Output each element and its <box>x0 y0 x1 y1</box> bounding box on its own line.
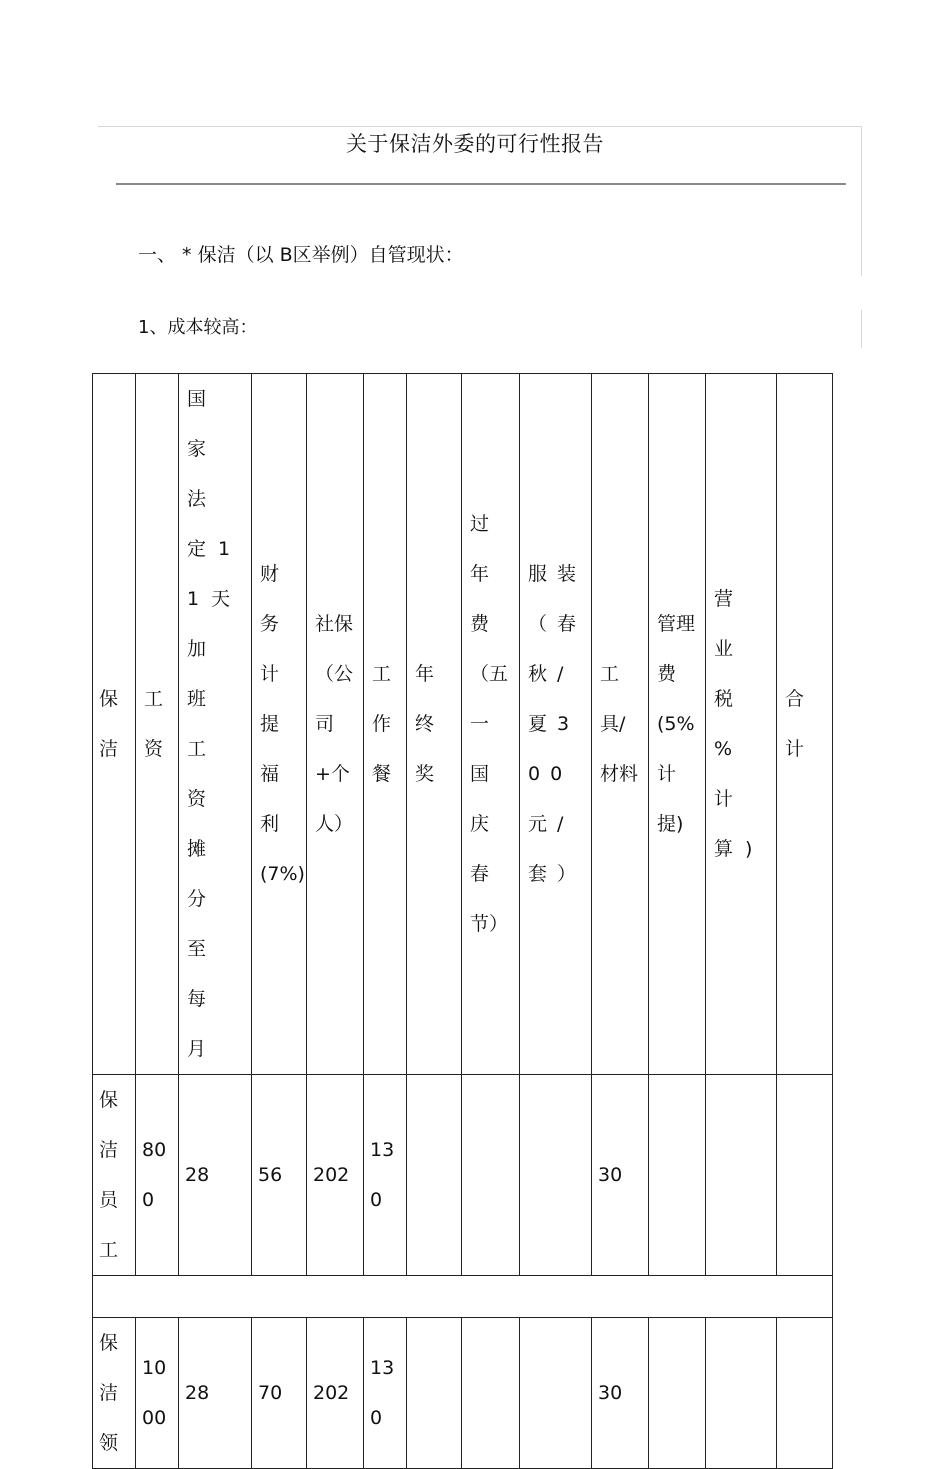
social-insurance-cell: 202 <box>307 1318 364 1469</box>
header-label: 服装（春秋/夏300元/套） <box>528 563 587 885</box>
holiday-overtime-cell: 28 <box>179 1318 252 1469</box>
tools-materials-cell: 30 <box>592 1075 649 1276</box>
header-cell-welfare <box>252 374 307 1075</box>
section-heading: 一、 * 保洁（以 B区举例）自管现状： <box>138 244 464 266</box>
header-label: 社保（公司+个人） <box>315 613 354 835</box>
header-label: 财务计提福利(7%) <box>260 563 305 885</box>
header-cell-festival-fee <box>462 374 520 1075</box>
header-cell-cleaning <box>93 374 136 1075</box>
row-label: 保洁领 <box>99 1332 119 1454</box>
management-fee-cell <box>649 1318 706 1469</box>
header-label: 工具/材料 <box>600 663 639 785</box>
header-label: 工资 <box>144 688 164 760</box>
header-cell-meals <box>364 374 407 1075</box>
total-cell <box>777 1318 833 1469</box>
row-label: 保洁员工 <box>99 1089 119 1261</box>
table-spacer-row <box>93 1276 833 1318</box>
year-end-bonus-cell <box>407 1318 462 1469</box>
spacer-cell <box>93 1276 833 1318</box>
row-label-cell <box>93 1318 136 1469</box>
welfare-cell: 70 <box>252 1318 307 1469</box>
table-row <box>93 1318 833 1469</box>
row-label-cell <box>93 1075 136 1276</box>
tools-materials-cell: 30 <box>592 1318 649 1469</box>
table-header-row <box>93 374 833 1075</box>
header-label: 营业税 %计算) <box>714 588 765 860</box>
header-cell-social-insurance <box>307 374 364 1075</box>
header-cell-business-tax <box>706 374 777 1075</box>
header-label: 国家法定11天加班工资摊分至每月 <box>187 388 243 1060</box>
festival-fee-cell <box>462 1318 520 1469</box>
business-tax-cell <box>706 1318 777 1469</box>
wage-value: 800 <box>142 1139 167 1211</box>
total-cell <box>777 1075 833 1276</box>
header-cell-year-end-bonus <box>407 374 462 1075</box>
header-cell-uniform <box>520 374 592 1075</box>
festival-fee-cell <box>462 1075 520 1276</box>
header-cell-tools-materials <box>592 374 649 1075</box>
page-frame-top <box>98 126 862 127</box>
business-tax-cell <box>706 1075 777 1276</box>
header-label: 过年费（五一国庆春节） <box>470 513 509 935</box>
meals-cell <box>364 1075 407 1276</box>
table-row <box>93 1075 833 1276</box>
welfare-cell: 56 <box>252 1075 307 1276</box>
wage-cell <box>136 1075 179 1276</box>
social-insurance-cell: 202 <box>307 1075 364 1276</box>
wage-value: 1000 <box>142 1357 167 1429</box>
uniform-cell <box>520 1075 592 1276</box>
header-label: 年终奖 <box>415 663 435 785</box>
holiday-overtime-cell: 28 <box>179 1075 252 1276</box>
header-cell-total <box>777 374 833 1075</box>
year-end-bonus-cell <box>407 1075 462 1276</box>
header-label: 管理费(5%计提) <box>657 613 696 835</box>
header-cell-wage <box>136 374 179 1075</box>
title-underline <box>116 183 846 185</box>
cost-table <box>92 373 833 1469</box>
meals-cell <box>364 1318 407 1469</box>
document-title: 关于保洁外委的可行性报告 <box>346 132 604 156</box>
management-fee-cell <box>649 1075 706 1276</box>
subsection-heading: 1、成本较高： <box>138 317 258 338</box>
header-cell-management-fee <box>649 374 706 1075</box>
header-label: 合计 <box>785 688 805 760</box>
page-frame-right-lower <box>861 310 862 348</box>
header-cell-holiday-overtime <box>179 374 252 1075</box>
header-label: 工作餐 <box>372 663 392 785</box>
meals-value: 130 <box>370 1357 395 1429</box>
meals-value: 130 <box>370 1139 395 1211</box>
uniform-cell <box>520 1318 592 1469</box>
header-label: 保洁 <box>99 688 119 760</box>
wage-cell <box>136 1318 179 1469</box>
